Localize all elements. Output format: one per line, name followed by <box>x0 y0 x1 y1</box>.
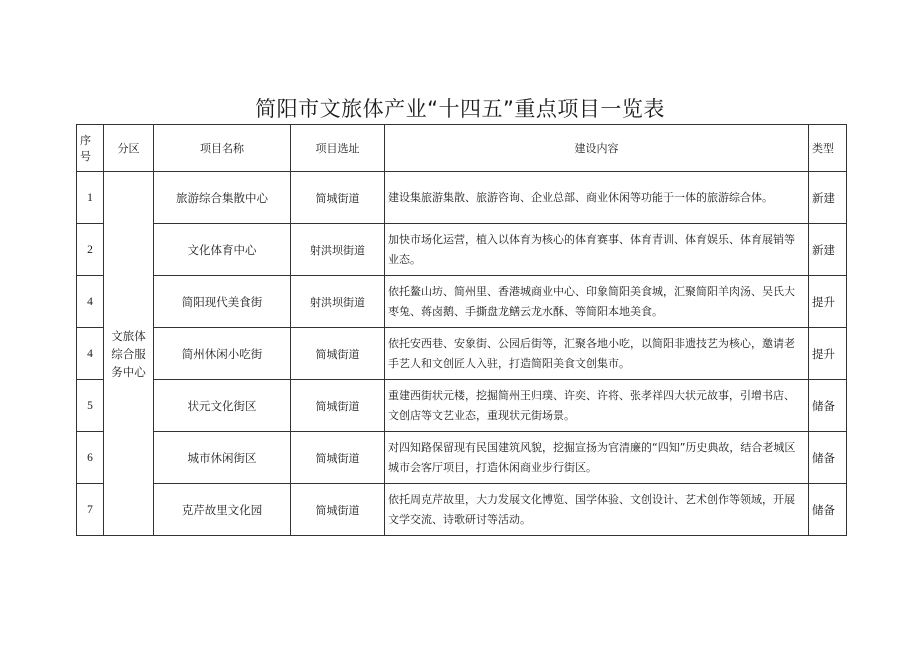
row-content: 依托鳌山坊、简州里、香港城商业中心、印象简阳美食城，汇聚简阳羊肉汤、吴氏大枣兔、蒋卤鹅、手撕盘龙鳝云龙水酥、等简阳本地美食。 <box>385 276 809 328</box>
row-content: 加快市场化运营，植入以体育为核心的体育赛事、体育青训、体育娱乐、体育展销等业态。 <box>385 224 809 276</box>
row-type: 提升 <box>809 276 847 328</box>
row-type: 新建 <box>809 224 847 276</box>
row-type: 储备 <box>809 432 847 484</box>
table-row <box>77 224 847 276</box>
row-type: 储备 <box>809 380 847 432</box>
row-seq: 1 <box>77 172 104 224</box>
row-location: 射洪坝街道 <box>291 224 385 276</box>
row-name: 简州休闲小吃街 <box>154 328 291 380</box>
row-seq: 7 <box>77 484 104 536</box>
row-seq: 6 <box>77 432 104 484</box>
table-row <box>77 328 847 380</box>
row-location: 简城街道 <box>291 380 385 432</box>
row-content: 依托周克芹故里，大力发展文化博览、国学体验、文创设计、艺术创作等领域，开展文学交流、诗歌研讨等活动。 <box>385 484 809 536</box>
row-seq: 4 <box>77 276 104 328</box>
row-location: 简城街道 <box>291 172 385 224</box>
row-location: 简城街道 <box>291 432 385 484</box>
header-seq: 序号 <box>77 125 104 172</box>
header-type: 类型 <box>809 125 847 172</box>
header-content: 建设内容 <box>385 125 809 172</box>
district-cell: 文旅体综合服务中心 <box>104 172 154 536</box>
row-content: 对四知路保留现有民国建筑风貌，挖掘宣扬为官清廉的“四知”历史典故，结合老城区城市会客厅项目，打造休闲商业步行街区。 <box>385 432 809 484</box>
row-location: 简城街道 <box>291 484 385 536</box>
row-name: 文化体育中心 <box>154 224 291 276</box>
row-content: 依托安西巷、安象街、公园后街等，汇聚各地小吃，以简阳非遗技艺为核心，邀请老手艺人和文创匠人入驻，打造简阳美食文创集市。 <box>385 328 809 380</box>
row-name: 简阳现代美食街 <box>154 276 291 328</box>
page-title: 简阳市文旅体产业“十四五”重点项目一览表 <box>255 97 665 121</box>
row-content: 建设集旅游集散、旅游咨询、企业总部、商业休闲等功能于一体的旅游综合体。 <box>385 172 809 224</box>
table-header-row <box>77 125 847 172</box>
table-row <box>77 276 847 328</box>
row-seq: 5 <box>77 380 104 432</box>
header-location: 项目选址 <box>291 125 385 172</box>
header-name: 项目名称 <box>154 125 291 172</box>
table-row <box>77 380 847 432</box>
row-seq: 4 <box>77 328 104 380</box>
row-name: 状元文化街区 <box>154 380 291 432</box>
row-name: 旅游综合集散中心 <box>154 172 291 224</box>
row-name: 城市休闲街区 <box>154 432 291 484</box>
row-type: 新建 <box>809 172 847 224</box>
table-row <box>77 432 847 484</box>
row-seq: 2 <box>77 224 104 276</box>
table-row <box>77 172 847 224</box>
row-type: 储备 <box>809 484 847 536</box>
row-type: 提升 <box>809 328 847 380</box>
row-name: 克芹故里文化园 <box>154 484 291 536</box>
projects-table <box>76 124 847 536</box>
header-district: 分区 <box>104 125 154 172</box>
row-location: 简城街道 <box>291 328 385 380</box>
row-content: 重建西街状元楼，挖掘简州王归璞、许奕、许将、张孝祥四大状元故事，引增书店、文创店等文艺业态，重现状元街场景。 <box>385 380 809 432</box>
table-row <box>77 484 847 536</box>
row-location: 射洪坝街道 <box>291 276 385 328</box>
